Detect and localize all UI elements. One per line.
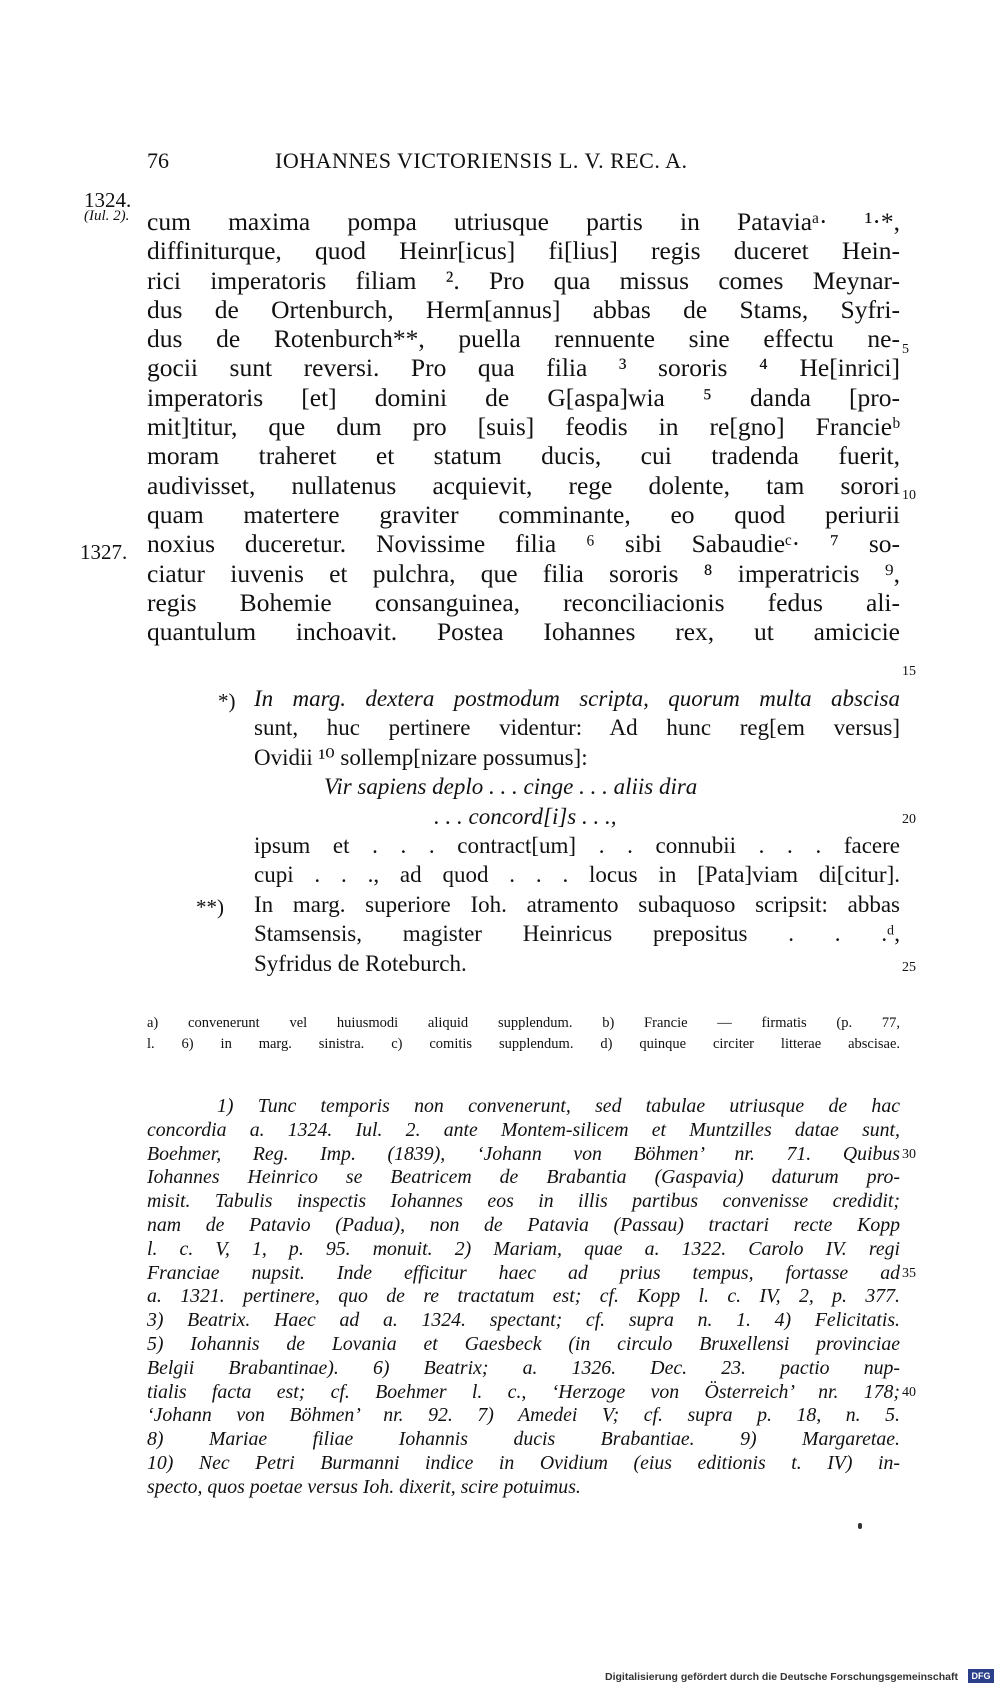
margin-date-year: 1324. (84, 188, 132, 212)
line-number-25: 25 (902, 960, 916, 975)
critical-apparatus (147, 1013, 900, 1055)
page-header (0, 148, 1000, 178)
side-notes (254, 684, 900, 978)
footnote-line: 8) Mariae filiae Iohannis ducis Brabantiae. 9) Margaretae. (147, 1428, 900, 1451)
footnote-line: ‘Johann von Böhmen’ nr. 92. 7) Amedei V; cf. supra p. 18, n. 5. (147, 1404, 900, 1427)
text-line: diffiniturque, quod Heinr[icus] fi[lius] regis duceret Hein- (147, 236, 900, 266)
margin-date-year: 1327. (80, 540, 128, 564)
footnote-line: concordia a. 1324. Iul. 2. ante Montem-silicem et Muntzilles datae sunt, (147, 1118, 900, 1141)
line-number-5: 5 (902, 342, 909, 357)
text-line: moram traheret et statum ducis, cui tradenda fuerit, (147, 441, 900, 471)
note-line: . . . concord[i]s . . ., (434, 803, 617, 829)
footnote-line: l. c. V, 1, p. 95. monuit. 2) Mariam, quae a. 1322. Carolo IV. regi (147, 1237, 900, 1260)
text-line: imperatoris [et] domini de G[aspa]wia ⁵ danda [pro- (147, 382, 900, 412)
footnote-line: Iohannes Heinrico se Beatricem de Brabantia (Gaspavia) daturum pro- (147, 1166, 900, 1189)
variant-line: l. 6) in marg. sinistra. c) comitis supplendum. d) quinque circiter litterae abscisae. (147, 1036, 900, 1052)
margin-date-sub: (Iul. 2). (84, 208, 130, 224)
main-text (147, 207, 900, 646)
note-line: In marg. dextera postmodum scripta, quorum multa abscisa (254, 686, 900, 711)
note-line: cupi . . ., ad quod . . . locus in [Pata]viam di[citur]. (254, 862, 900, 888)
margin-date-1324 (84, 190, 131, 224)
footnote-line: 10) Nec Petri Burmanni indice in Ovidium (eius editionis t. IV) in- (147, 1451, 900, 1474)
footnote-line: misit. Tabulis inspectis Iohannes eos in illis partibus convenisse credidit; (147, 1190, 900, 1213)
running-title: IOHANNES VICTORIENSIS L. V. REC. A. (275, 148, 688, 173)
line-number-35: 35 (902, 1266, 916, 1281)
text-line: cum maxima pompa utriusque partis in Pataviaᵃ· ¹·*, (147, 207, 900, 236)
margin-date-1327 (80, 542, 127, 563)
note-line: Ovidii ¹⁰ sollemp[nizare possumus]: (254, 744, 588, 770)
note-line: Vir sapiens deplo . . . cinge . . . aliis dira (324, 774, 698, 800)
footnote-line: nam de Patavio (Padua), non de Patavia (Passau) tractari recte Kopp (147, 1213, 900, 1236)
note-line: Stamsensis, magister Heinricus prepositus . . .ᵈ, (254, 921, 900, 947)
note-line: Syfridus de Roteburch. (254, 950, 467, 976)
page-number: 76 (147, 148, 169, 173)
text-line: ciatur iuvenis et pulchra, que filia sororis ⁸ imperatricis ⁹, (147, 558, 900, 588)
line-number-20: 20 (902, 812, 916, 827)
text-line: dus de Ortenburch, Herm[annus] abbas de Stams, Syfri- (147, 294, 900, 324)
footnote-line: 3) Beatrix. Haec ad a. 1324. spectant; cf. supra n. 1. 4) Felicitatis. (147, 1309, 900, 1332)
stray-ink-mark (858, 1523, 862, 1529)
text-line: gocii sunt reversi. Pro qua filia ³ sororis ⁴ He[inrici] (147, 353, 900, 383)
footnote-line: 1) Tunc temporis non convenerunt, sed tabulae utriusque de hac (217, 1095, 900, 1117)
footnotes (147, 1095, 900, 1500)
note-line: In marg. superiore Ioh. atramento subaquoso scripsit: abbas (254, 891, 900, 917)
line-number-15: 15 (902, 664, 916, 679)
text-line: audivisset, nullatenus acquievit, rege dolente, tam sorori (147, 470, 900, 500)
text-line: quam matertere graviter comminante, eo quod periurii (147, 499, 900, 529)
footnote-line: Franciae nupsit. Inde efficitur haec ad prius tempus, fortasse ad (147, 1261, 900, 1284)
footnote-line: specto, quos poetae versus Ioh. dixerit, scire potuimus. (147, 1475, 581, 1498)
footnote-line: Belgii Brabantinae). 6) Beatrix; a. 1326. Dec. 23. pactio nup- (147, 1356, 900, 1379)
line-number-10: 10 (902, 488, 916, 503)
text-line: mit]titur, que dum pro [suis] feodis in re[gno] Francieᵇ (147, 412, 900, 442)
digitization-credit: Digitalisierung gefördert durch die Deutsche Forschungsgemeinschaft (605, 1671, 958, 1683)
line-number-40: 40 (902, 1385, 916, 1400)
footnote-line: Boehmer, Reg. Imp. (1839), ‘Johann von Böhmen’ nr. 71. Quibus (147, 1142, 900, 1165)
footnote-line: a. 1321. pertinere, quo de re tractatum est; cf. Kopp l. c. IV, 2, p. 377. (147, 1285, 900, 1308)
text-line: quantulum inchoavit. Postea Iohannes rex, ut amicicie (147, 617, 900, 647)
text-line: dus de Rotenburch**, puella rennuente sine effectu ne- (147, 324, 900, 354)
footnote-line: tialis facta est; cf. Boehmer l. c., ‘Herzoge von Österreich’ nr. 178; (147, 1380, 900, 1403)
note-line: sunt, huc pertinere videntur: Ad hunc reg[em versus] (254, 715, 900, 741)
variant-line: a) convenerunt vel huiusmodi aliquid supplendum. b) Francie — firmatis (p. 77, (147, 1015, 900, 1031)
text-line: rici imperatoris filiam ². Pro qua missus comes Meynar- (147, 265, 900, 295)
dfg-logo: DFG (968, 1669, 994, 1683)
note-line: ipsum et . . . contract[um] . . connubii . . . facere (254, 832, 900, 858)
note-marker-double: **) (196, 895, 224, 919)
text-line: regis Bohemie consanguinea, reconciliacionis fedus ali- (147, 587, 900, 617)
line-number-30: 30 (902, 1147, 916, 1162)
note-marker-single: *) (218, 689, 236, 713)
text-line: noxius duceretur. Novissime filia ⁶ sibi Sabaudieᶜ· ⁷ so- (147, 529, 900, 559)
footnote-line: 5) Iohannis de Lovania et Gaesbeck (in circulo Bruxellensi provinciae (147, 1332, 900, 1355)
